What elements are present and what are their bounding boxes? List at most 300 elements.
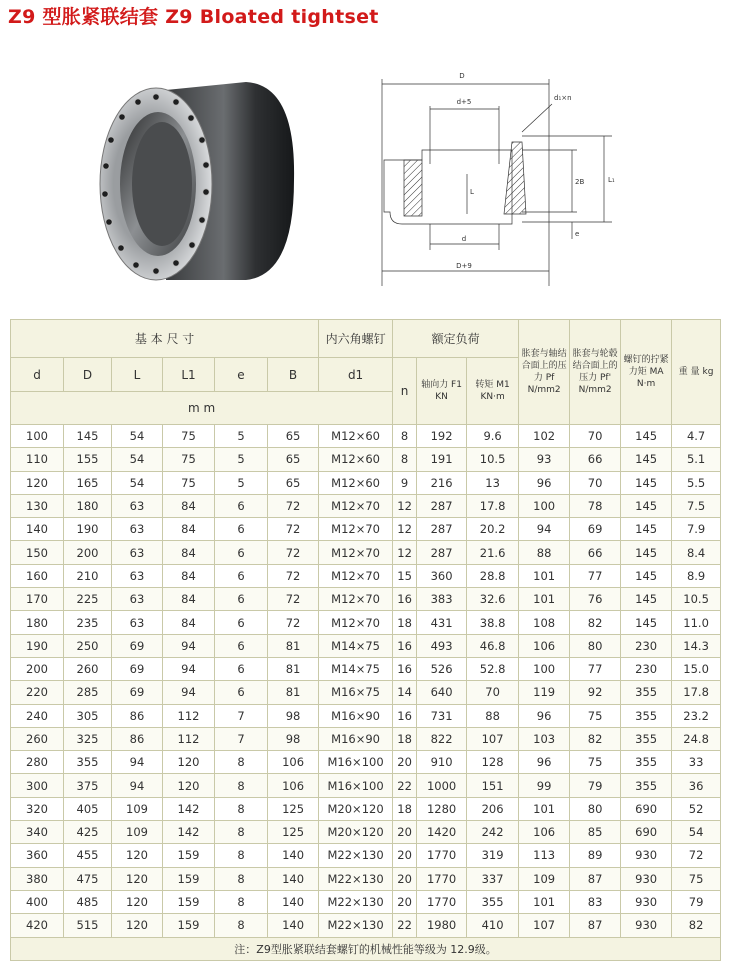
table-cell: M14×75 [319, 657, 393, 680]
table-cell: 98 [268, 727, 319, 750]
table-cell: 142 [163, 821, 215, 844]
table-cell: 159 [163, 890, 215, 913]
table-cell: 235 [64, 611, 112, 634]
table-cell: 1770 [417, 867, 467, 890]
table-cell: M16×90 [319, 727, 393, 750]
table-cell: 32.6 [467, 588, 519, 611]
table-cell: 1980 [417, 914, 467, 937]
table-cell: 75 [570, 704, 621, 727]
table-cell: 75 [163, 448, 215, 471]
table-cell: 340 [11, 821, 64, 844]
table-cell: 69 [112, 634, 163, 657]
table-cell: 225 [64, 588, 112, 611]
table-cell: 355 [621, 751, 672, 774]
table-row [11, 797, 721, 820]
table-cell: 87 [570, 914, 621, 937]
table-cell: 84 [163, 541, 215, 564]
table-cell: 109 [112, 797, 163, 820]
table-cell: 180 [64, 494, 112, 517]
table-cell: 731 [417, 704, 467, 727]
table-cell: 88 [519, 541, 570, 564]
table-cell: 119 [519, 681, 570, 704]
table-row [11, 657, 721, 680]
table-cell: 287 [417, 494, 467, 517]
table-cell: M22×130 [319, 844, 393, 867]
table-cell: 930 [621, 890, 672, 913]
table-cell: 65 [268, 425, 319, 448]
table-cell: 52 [672, 797, 721, 820]
table-cell: 84 [163, 518, 215, 541]
table-row [11, 890, 721, 913]
table-cell: 425 [64, 821, 112, 844]
table-cell: 16 [393, 704, 417, 727]
table-cell: 159 [163, 867, 215, 890]
table-cell: 305 [64, 704, 112, 727]
table-cell: 52.8 [467, 657, 519, 680]
table-cell: 28.8 [467, 564, 519, 587]
table-cell: 475 [64, 867, 112, 890]
dim-D9: D+9 [456, 262, 472, 270]
table-cell: 690 [621, 797, 672, 820]
table-cell: 94 [163, 681, 215, 704]
table-cell: 70 [570, 425, 621, 448]
table-cell: 54 [672, 821, 721, 844]
table-cell: 285 [64, 681, 112, 704]
col-ma: 螺钉的拧紧力矩 MA N·m [621, 320, 672, 425]
table-cell: 94 [112, 751, 163, 774]
spec-table [10, 319, 721, 961]
table-cell: 80 [570, 634, 621, 657]
table-cell: 82 [672, 914, 721, 937]
table-cell: 72 [672, 844, 721, 867]
table-cell: 8 [215, 774, 268, 797]
table-cell: 640 [417, 681, 467, 704]
table-cell: 151 [467, 774, 519, 797]
table-cell: M22×130 [319, 914, 393, 937]
table-cell: 78 [570, 494, 621, 517]
table-cell: 1280 [417, 797, 467, 820]
header-D: D [64, 358, 112, 392]
header-B: B [268, 358, 319, 392]
table-cell: 200 [11, 657, 64, 680]
table-cell: 7 [215, 704, 268, 727]
table-cell: 150 [11, 541, 64, 564]
table-cell: 87 [570, 867, 621, 890]
table-cell: 145 [621, 611, 672, 634]
table-cell: 6 [215, 681, 268, 704]
table-cell: 145 [621, 425, 672, 448]
table-cell: 63 [112, 564, 163, 587]
table-cell: 113 [519, 844, 570, 867]
table-cell: 106 [268, 774, 319, 797]
table-cell: 930 [621, 914, 672, 937]
table-cell: 101 [519, 588, 570, 611]
table-cell: 86 [112, 727, 163, 750]
table-cell: 88 [467, 704, 519, 727]
group-basic: 基 本 尺 寸 [11, 320, 319, 358]
table-row [11, 588, 721, 611]
table-cell: 930 [621, 867, 672, 890]
table-cell: 145 [621, 564, 672, 587]
table-cell: 206 [467, 797, 519, 820]
table-cell: 20 [393, 867, 417, 890]
table-cell: 4.7 [672, 425, 721, 448]
table-cell: 10.5 [467, 448, 519, 471]
table-cell: 101 [519, 564, 570, 587]
table-cell: 66 [570, 448, 621, 471]
table-cell: 7.9 [672, 518, 721, 541]
table-cell: 250 [64, 634, 112, 657]
table-cell: 107 [467, 727, 519, 750]
table-cell: 6 [215, 657, 268, 680]
dim-d5: d+5 [456, 98, 472, 106]
table-cell: 140 [268, 867, 319, 890]
table-cell: 17.8 [467, 494, 519, 517]
table-row [11, 914, 721, 937]
table-cell: 69 [570, 518, 621, 541]
dim-D: D [459, 72, 465, 80]
table-cell: 75 [163, 425, 215, 448]
table-cell: 8.4 [672, 541, 721, 564]
table-cell: 77 [570, 657, 621, 680]
table-cell: 5.1 [672, 448, 721, 471]
table-cell: 84 [163, 564, 215, 587]
table-cell: 103 [519, 727, 570, 750]
table-cell: 72 [268, 564, 319, 587]
table-cell: 145 [621, 494, 672, 517]
table-cell: 145 [64, 425, 112, 448]
col-weight: 重 量 kg [672, 320, 721, 425]
table-cell: 190 [11, 634, 64, 657]
table-cell: 46.8 [467, 634, 519, 657]
col-pf2: 胀套与轮毂结合面上的压力 Pf' N/mm2 [570, 320, 621, 425]
table-cell: 93 [519, 448, 570, 471]
table-cell: 20 [393, 844, 417, 867]
table-cell: 190 [64, 518, 112, 541]
page-title: Z9 型胀紧联结套 Z9 Bloated tightset [8, 6, 379, 28]
table-cell: 8 [215, 821, 268, 844]
table-cell: M12×70 [319, 518, 393, 541]
table-cell: 145 [621, 471, 672, 494]
table-cell: 375 [64, 774, 112, 797]
table-cell: 10.5 [672, 588, 721, 611]
table-cell: 63 [112, 588, 163, 611]
table-cell: 822 [417, 727, 467, 750]
group-load: 额定负荷 [393, 320, 519, 358]
table-cell: 355 [467, 890, 519, 913]
table-cell: 69 [112, 681, 163, 704]
table-cell: 72 [268, 494, 319, 517]
table-cell: 8.9 [672, 564, 721, 587]
table-cell: 15.0 [672, 657, 721, 680]
table-cell: M16×75 [319, 681, 393, 704]
table-cell: 83 [570, 890, 621, 913]
table-cell: M16×100 [319, 751, 393, 774]
table-cell: 96 [519, 704, 570, 727]
table-cell: 100 [11, 425, 64, 448]
table-cell: 18 [393, 727, 417, 750]
table-cell: 65 [268, 471, 319, 494]
table-cell: M20×120 [319, 797, 393, 820]
table-cell: 69 [112, 657, 163, 680]
table-cell: 120 [11, 471, 64, 494]
table-cell: 6 [215, 588, 268, 611]
table-cell: 16 [393, 657, 417, 680]
table-cell: 145 [621, 448, 672, 471]
table-cell: 109 [519, 867, 570, 890]
table-cell: 230 [621, 634, 672, 657]
table-row [11, 844, 721, 867]
table-cell: 22 [393, 914, 417, 937]
table-cell: 930 [621, 844, 672, 867]
header-d1: d1 [319, 358, 393, 392]
table-cell: M16×100 [319, 774, 393, 797]
dim-B: 2B [575, 178, 585, 186]
table-cell: 81 [268, 657, 319, 680]
table-cell: 360 [11, 844, 64, 867]
table-cell: 355 [64, 751, 112, 774]
table-cell: 120 [112, 844, 163, 867]
table-cell: 7 [215, 727, 268, 750]
table-cell: 280 [11, 751, 64, 774]
table-cell: 355 [621, 727, 672, 750]
table-cell: 6 [215, 518, 268, 541]
table-row [11, 634, 721, 657]
table-cell: 337 [467, 867, 519, 890]
table-row [11, 611, 721, 634]
table-cell: 383 [417, 588, 467, 611]
table-row [11, 564, 721, 587]
table-cell: 77 [570, 564, 621, 587]
table-cell: 216 [417, 471, 467, 494]
table-cell: 16 [393, 634, 417, 657]
table-cell: 86 [112, 704, 163, 727]
table-cell: 82 [570, 611, 621, 634]
table-cell: 84 [163, 611, 215, 634]
table-cell: 319 [467, 844, 519, 867]
header-L1: L1 [163, 358, 215, 392]
dim-e: e [575, 230, 580, 238]
table-cell: 145 [621, 588, 672, 611]
table-cell: 485 [64, 890, 112, 913]
table-cell: 107 [519, 914, 570, 937]
table-cell: 18 [393, 611, 417, 634]
table-cell: 94 [163, 657, 215, 680]
table-cell: 109 [112, 821, 163, 844]
table-cell: 6 [215, 494, 268, 517]
table-cell: 106 [519, 634, 570, 657]
table-cell: 12 [393, 541, 417, 564]
table-cell: 6 [215, 611, 268, 634]
table-cell: 420 [11, 914, 64, 937]
table-cell: 260 [11, 727, 64, 750]
table-cell: 260 [64, 657, 112, 680]
table-cell: M12×60 [319, 448, 393, 471]
table-cell: 16 [393, 588, 417, 611]
table-row [11, 541, 721, 564]
table-cell: 230 [621, 657, 672, 680]
table-row [11, 681, 721, 704]
table-cell: 6 [215, 541, 268, 564]
table-cell: 165 [64, 471, 112, 494]
table-cell: 112 [163, 727, 215, 750]
table-cell: 170 [11, 588, 64, 611]
table-cell: 79 [672, 890, 721, 913]
table-row [11, 821, 721, 844]
table-cell: 8 [393, 425, 417, 448]
table-cell: 210 [64, 564, 112, 587]
table-cell: 75 [570, 751, 621, 774]
table-cell: 63 [112, 541, 163, 564]
unit-mm: m m [11, 392, 393, 425]
table-cell: 160 [11, 564, 64, 587]
table-cell: 79 [570, 774, 621, 797]
table-cell: 20 [393, 890, 417, 913]
table-cell: 20.2 [467, 518, 519, 541]
table-cell: 100 [519, 657, 570, 680]
table-cell: 320 [11, 797, 64, 820]
header-m1: 转矩 M1 KN·m [467, 358, 519, 425]
table-cell: 20 [393, 751, 417, 774]
table-cell: 220 [11, 681, 64, 704]
table-cell: 360 [417, 564, 467, 587]
table-cell: 140 [11, 518, 64, 541]
table-cell: 81 [268, 634, 319, 657]
table-cell: 6 [215, 634, 268, 657]
table-cell: 125 [268, 821, 319, 844]
table-cell: 455 [64, 844, 112, 867]
table-cell: 240 [11, 704, 64, 727]
table-cell: 1770 [417, 844, 467, 867]
table-cell: 75 [672, 867, 721, 890]
table-row [11, 867, 721, 890]
table-cell: 106 [519, 821, 570, 844]
table-cell: 287 [417, 518, 467, 541]
header-L: L [112, 358, 163, 392]
table-cell: 65 [268, 448, 319, 471]
table-cell: 690 [621, 821, 672, 844]
table-cell: 84 [163, 588, 215, 611]
table-cell: M12×60 [319, 425, 393, 448]
table-cell: 6 [215, 564, 268, 587]
table-cell: 17.8 [672, 681, 721, 704]
table-cell: 54 [112, 471, 163, 494]
table-cell: 287 [417, 541, 467, 564]
table-cell: 355 [621, 704, 672, 727]
header-f1: 轴向力 F1 KN [417, 358, 467, 425]
table-cell: 12 [393, 494, 417, 517]
table-cell: 102 [519, 425, 570, 448]
table-cell: M16×90 [319, 704, 393, 727]
table-cell: 8 [393, 448, 417, 471]
table-cell: 515 [64, 914, 112, 937]
table-cell: 101 [519, 797, 570, 820]
table-row [11, 727, 721, 750]
dim-d: d [461, 235, 467, 243]
table-cell: 8 [215, 867, 268, 890]
table-cell: 72 [268, 518, 319, 541]
table-cell: 20 [393, 821, 417, 844]
table-row [11, 704, 721, 727]
table-cell: 14 [393, 681, 417, 704]
table-cell: 8 [215, 890, 268, 913]
table-cell: 21.6 [467, 541, 519, 564]
table-cell: 191 [417, 448, 467, 471]
col-pf: 胀套与轴结合面上的压力 Pf N/mm2 [519, 320, 570, 425]
table-cell: 159 [163, 914, 215, 937]
table-cell: 11.0 [672, 611, 721, 634]
table-cell: M12×70 [319, 494, 393, 517]
table-cell: 128 [467, 751, 519, 774]
table-cell: 72 [268, 588, 319, 611]
table-cell: 9 [393, 471, 417, 494]
table-row [11, 494, 721, 517]
table-cell: 1000 [417, 774, 467, 797]
table-cell: 145 [621, 518, 672, 541]
dim-L1: L₁ [608, 176, 615, 184]
table-cell: 96 [519, 471, 570, 494]
technical-drawing [372, 64, 615, 286]
table-cell: 63 [112, 611, 163, 634]
table-cell: 120 [112, 867, 163, 890]
table-cell: 355 [621, 774, 672, 797]
table-cell: 22 [393, 774, 417, 797]
table-row [11, 751, 721, 774]
table-cell: 493 [417, 634, 467, 657]
table-cell: 5 [215, 471, 268, 494]
table-cell: 130 [11, 494, 64, 517]
dim-L: L [470, 188, 474, 196]
table-cell: 120 [163, 774, 215, 797]
table-row [11, 425, 721, 448]
table-cell: 70 [467, 681, 519, 704]
table-cell: 5 [215, 448, 268, 471]
table-cell: 405 [64, 797, 112, 820]
table-cell: 72 [268, 541, 319, 564]
table-cell: 192 [417, 425, 467, 448]
table-cell: 63 [112, 518, 163, 541]
table-cell: 910 [417, 751, 467, 774]
table-cell: 24.8 [672, 727, 721, 750]
table-cell: M20×120 [319, 821, 393, 844]
table-cell: 140 [268, 844, 319, 867]
table-cell: 18 [393, 797, 417, 820]
table-cell: 63 [112, 494, 163, 517]
table-cell: 380 [11, 867, 64, 890]
group-screw: 内六角螺钉 [319, 320, 393, 358]
header-e: e [215, 358, 268, 392]
table-cell: 13 [467, 471, 519, 494]
table-cell: M12×70 [319, 541, 393, 564]
table-cell: 110 [11, 448, 64, 471]
table-cell: 180 [11, 611, 64, 634]
table-cell: M12×70 [319, 564, 393, 587]
dim-dxn: d₁×n [554, 94, 572, 102]
table-cell: 84 [163, 494, 215, 517]
table-cell: M22×130 [319, 890, 393, 913]
table-cell: 100 [519, 494, 570, 517]
table-row [11, 448, 721, 471]
table-cell: 76 [570, 588, 621, 611]
table-cell: 145 [621, 541, 672, 564]
table-cell: 5 [215, 425, 268, 448]
table-cell: 1420 [417, 821, 467, 844]
table-cell: 125 [268, 797, 319, 820]
table-cell: 8 [215, 844, 268, 867]
table-cell: 140 [268, 914, 319, 937]
table-cell: 355 [621, 681, 672, 704]
table-cell: 85 [570, 821, 621, 844]
